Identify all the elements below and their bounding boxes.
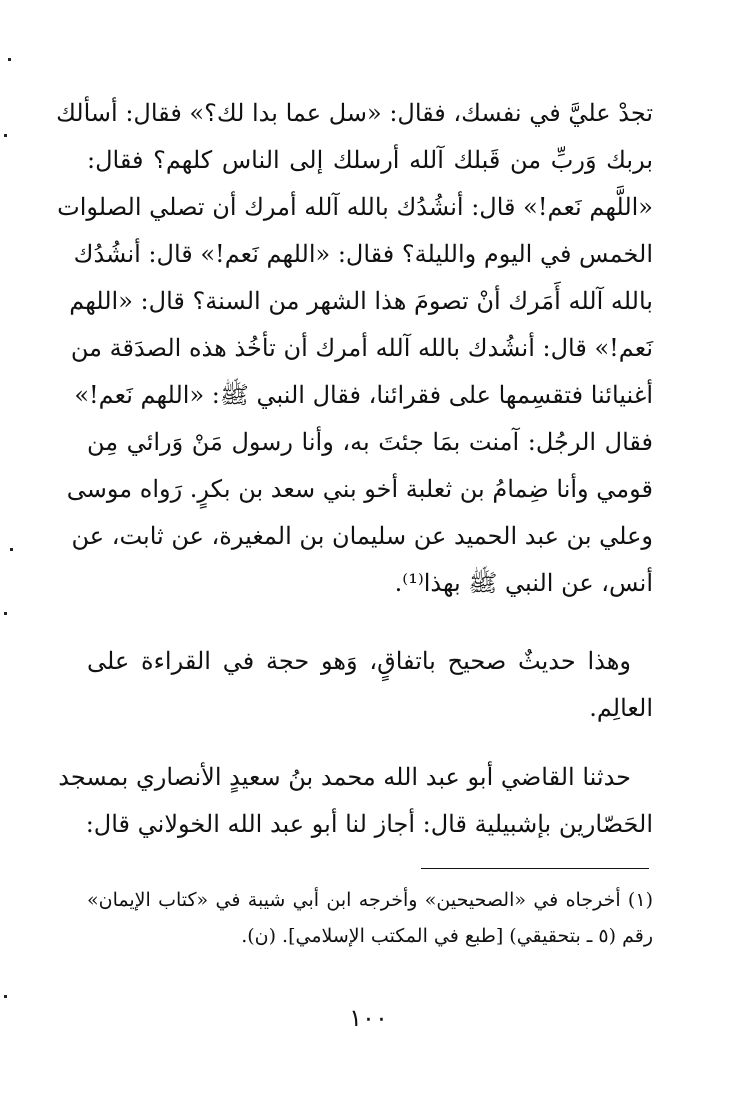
- text-line: الحَصّارين بإشبيلية قال: أجاز لنا أبو عبد الله الخولاني قال:: [85, 810, 653, 838]
- text-line: بربك وَربِّ من قَبلك آلله أرسلك إلى الناس كلهم؟ فقال:: [87, 146, 653, 174]
- text-line: أنس، عن النبي ﷺ بهذا⁽¹⁾.: [394, 569, 653, 597]
- text-line: العالِم.: [589, 694, 653, 722]
- paragraph-isnad: [58, 754, 653, 848]
- footnote-separator: [421, 868, 649, 869]
- footnotes: [87, 882, 653, 954]
- text-line: بالله آلله أَمَرك أنْ تصومَ هذا الشهر من السنة؟ قال: «اللهم: [69, 287, 653, 315]
- margin-mark: [10, 548, 13, 551]
- margin-mark: [4, 995, 7, 998]
- text-line: نَعم!» قال: أنشُدك بالله آلله أمرك أن تأخُذ هذه الصدَقة من: [70, 334, 653, 362]
- paragraph-hadith-narration: [56, 90, 653, 607]
- text-line: قومي وأنا ضِمامُ بن ثعلبة أخو بني سعد بن بكرٍ. رَواه موسى: [66, 475, 653, 503]
- text-line: وهذا حديثٌ صحيح باتفاقٍ، وَهو حجة في القراءة على: [87, 647, 631, 675]
- footnote-line: رقم (٥ ـ بتحقيقي) [طبع في المكتب الإسلامي]. (ن).: [241, 925, 653, 947]
- margin-mark: [4, 134, 7, 137]
- footnote-line: (١) أخرجاه في «الصحيحين» وأخرجه ابن أبي شيبة في «كتاب الإيمان»: [87, 889, 653, 911]
- text-line: أغنيائنا فتقسِمها على فقرائنا، فقال النبي ﷺ: «اللهم نَعم!»: [74, 381, 653, 409]
- margin-mark: [4, 612, 7, 615]
- text-line: الخمس في اليوم والليلة؟ فقال: «اللهم نَعم!» قال: أنشُدُك: [73, 240, 653, 268]
- text-line: فقال الرجُل: آمنت بمَا جئتَ به، وأنا رسول مَنْ وَرائي مِن: [87, 428, 653, 456]
- text-line: حدثنا القاضي أبو عبد الله محمد بنُ سعيدٍ الأنصاري بمسجد: [58, 763, 631, 791]
- paragraph-hadith-grading: [87, 638, 653, 732]
- margin-mark: [8, 58, 11, 61]
- text-line: «اللَّهم نَعم!» قال: أنشُدُك بالله آلله أمرك أن تصلي الصلوات: [57, 193, 653, 221]
- text-line: تجدْ عليَّ في نفسك، فقال: «سل عما بدا لك؟» فقال: أسألك: [56, 99, 653, 127]
- text-line: وعلي بن عبد الحميد عن سليمان بن المغيرة، عن ثابت، عن: [71, 522, 653, 550]
- page-number: ١٠٠: [349, 1004, 388, 1032]
